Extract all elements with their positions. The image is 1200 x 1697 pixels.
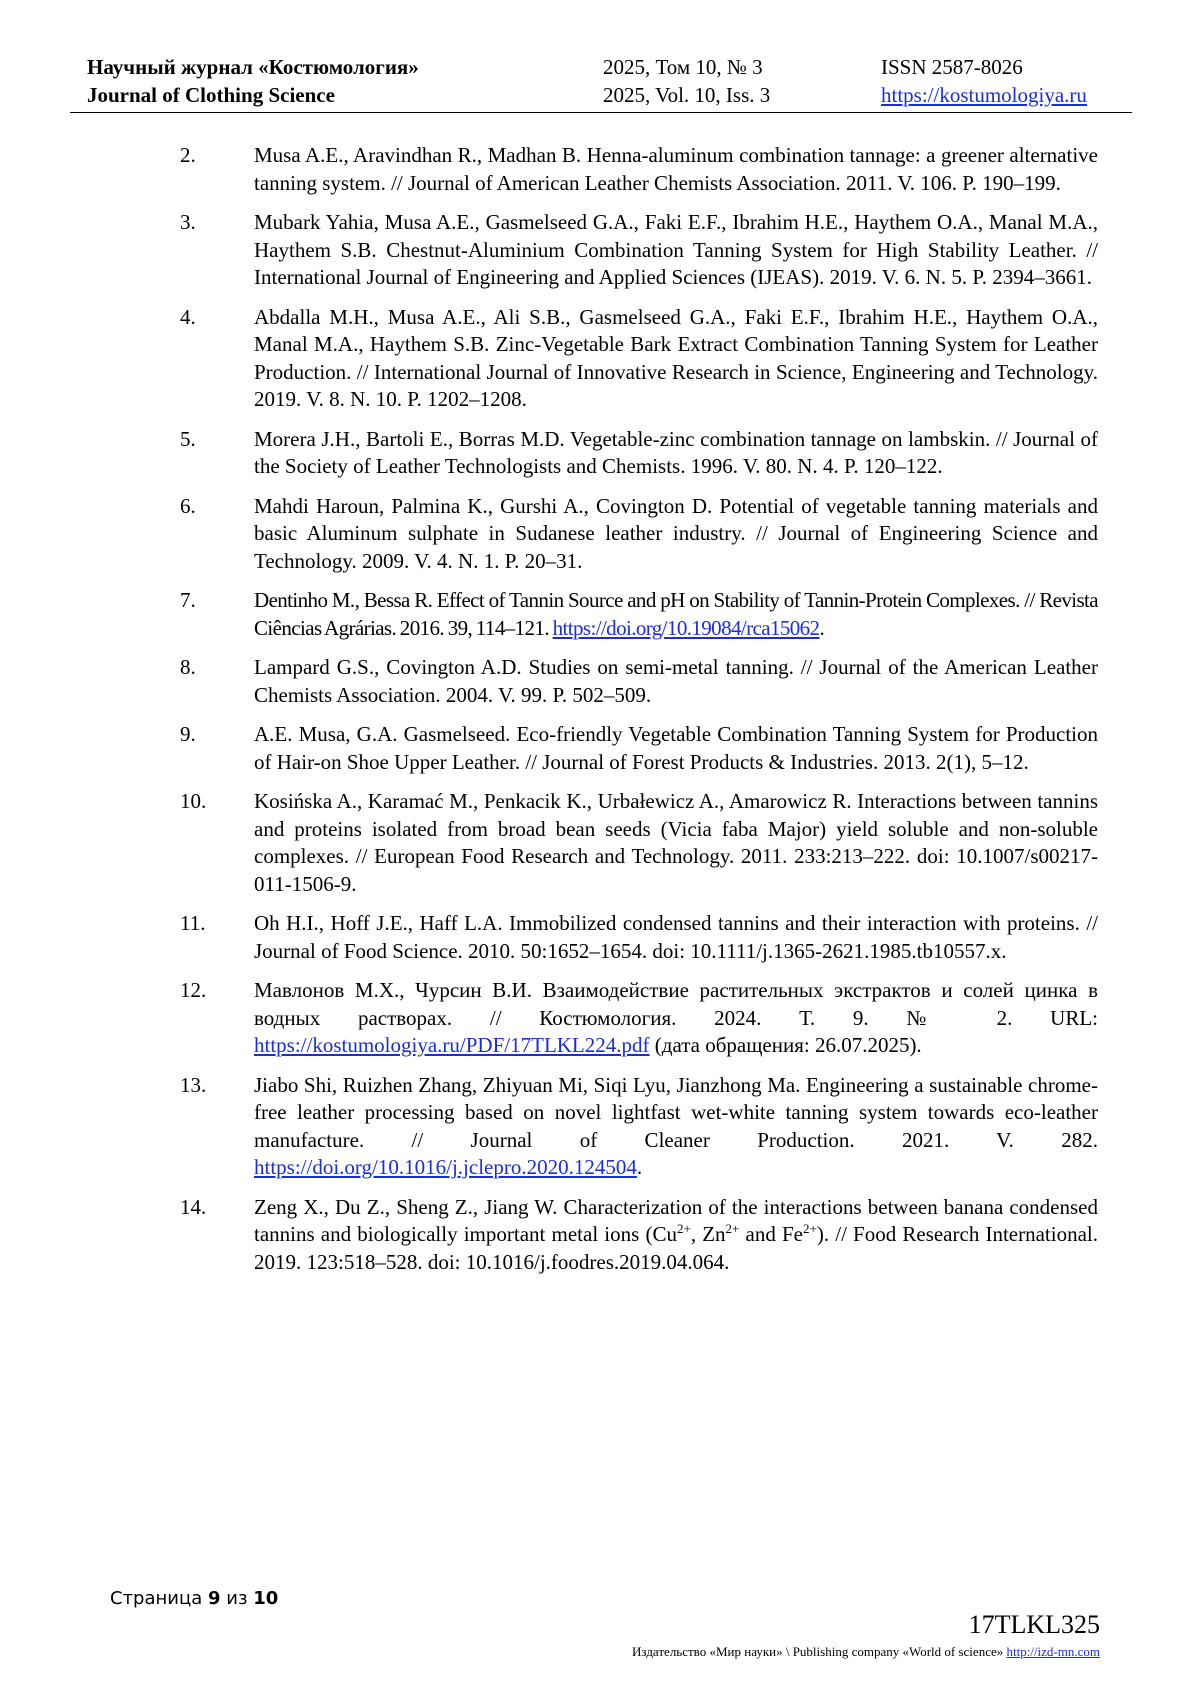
reference-text: Zeng X., Du Z., Sheng Z., Jiang W. Characterization of the interactions between banana condensed tannins and biologically important metal ions ($Cu^{2+}$, $Zn^{2+}$ and $Fe^{2+}$). // Food Research International. 2019. 123:518–528. doi: 10.1016/j.foodres.2019.04.064. — [254, 1194, 1098, 1274]
page-header — [87, 53, 1132, 115]
reference-item — [180, 977, 1098, 1060]
issue-en: 2025, Vol. 10, Iss. 3 — [603, 83, 771, 107]
reference-text: Kosińska A., Karamać M., Penkacik K., Urbałewicz A., Amarowicz R. Interactions between tannins and proteins isolated from broad bean seeds (Vicia faba Major) yield soluble and non-soluble complexes. // European Food Research and Technology. 2011. 233:213–222. doi: 10.1007/s00217-011-1506-9. — [254, 789, 1098, 896]
reference-text: Lampard G.S., Covington A.D. Studies on semi-metal tanning. // Journal of the American Leather Chemists Association. 2004. V. 99. P. 502–509. — [254, 655, 1098, 707]
journal-title-en: Journal of Clothing Science — [87, 83, 335, 107]
reference-text: Mubark Yahia, Musa A.E., Gasmelseed G.A., Faki E.F., Ibrahim H.E., Haythem O.A., Manal M.A., Haythem S.B. Chestnut-Aluminium Combination Tanning System for High Stability Leather. // International Journal of Engineering and Applied Sciences (IJEAS). 2019. V. 6. N. 5. P. 2394–3661. — [254, 210, 1098, 289]
reference-item — [180, 1194, 1098, 1277]
reference-item — [180, 788, 1098, 898]
reference-text: Oh H.I., Hoff J.E., Haff L.A. Immobilized condensed tannins and their interaction with proteins. // Journal of Food Science. 2010. 50:1652–1654. doi: 10.1111/j.1365-2621.1985.tb10557.x. — [254, 911, 1098, 963]
page-counter: Страница 9 из 10 — [110, 1588, 279, 1609]
reference-text: A.E. Musa, G.A. Gasmelseed. Eco-friendly Vegetable Combination Tanning System for Production of Hair-on Shoe Upper Leather. // Journal of Forest Products & Industries. 2013. 2(1), 5–12. — [254, 722, 1098, 774]
reference-number: 8. — [180, 655, 196, 679]
reference-number: 13. — [180, 1072, 207, 1097]
reference-text: Morera J.H., Bartoli E., Borras M.D. Vegetable-zinc combination tannage on lambskin. // Journal of the Society of Leather Technologists and Chemists. 1996. V. 80. N. 4. P. 120–122. — [254, 426, 1098, 478]
reference-text: Abdalla M.H., Musa A.E., Ali S.B., Gasmelseed G.A., Faki E.F., Ibrahim H.E., Haythem O.A., Manal M.A., Haythem S.B. Zinc-Vegetable Bark Extract Combination Tanning System for Leather Production. // International Journal of Innovative Research in Science, Engineering and Technology. 2019. V. 8. N. 10. P. 1202–1208. — [254, 304, 1098, 411]
reference-number: 12. — [180, 978, 207, 1002]
reference-text: Мавлонов М.Х., Чурсин В.И. Взаимодействие растительных экстрактов и солей цинка в водных растворах. // Костюмология. 2024. Т. 9. № 2. URL: https://kostumologiya.ru/PDF/17TLKL224.pdf (дата обращения: 26.07.2025). — [254, 978, 1098, 1057]
reference-item — [180, 426, 1098, 481]
reference-number: 9. — [180, 722, 196, 746]
reference-number: 4. — [180, 304, 196, 329]
publisher-link[interactable]: http://izd-mn.com — [1006, 1644, 1100, 1659]
reference-text: Jiabo Shi, Ruizhen Zhang, Zhiyuan Mi, Siqi Lyu, Jianzhong Ma. Engineering a sustainable chrome-free leather processing based on novel lightfast wet-white tanning system towards eco-leather manufacture. // Journal of Cleaner Production. 2021. V. 282. https://doi.org/10.1016/j.jclepro.2020.124504. — [254, 1072, 1098, 1179]
article-code: 17TLKL325 — [968, 1610, 1100, 1639]
reference-item — [180, 142, 1098, 197]
reference-number: 11. — [180, 911, 206, 935]
reference-doi-link[interactable]: https://doi.org/10.19084/rca15062 — [552, 615, 820, 640]
reference-text: Mahdi Haroun, Palmina K., Gurshi A., Covington D. Potential of vegetable tanning materials and basic Aluminum sulphate in Sudanese leather industry. // Journal of Engineering Science and Technology. 2009. V. 4. N. 1. P. 20–31. — [254, 493, 1098, 573]
reference-text: Dentinho M., Bessa R. Effect of Tannin Source and pH on Stability of Tannin-Protein Complexes. // Revista Ciências Agrárias. 2016. 39, 114–121. https://doi.org/10.19084/rca15062. — [254, 588, 1098, 640]
journal-title-ru: Научный журнал «Костюмология» — [87, 55, 419, 79]
reference-number: 14. — [180, 1194, 207, 1219]
issue-ru: 2025, Том 10, № 3 — [603, 55, 763, 79]
reference-item — [180, 587, 1098, 642]
journal-title-block — [87, 53, 419, 109]
reference-list — [180, 142, 1098, 1288]
reference-item — [180, 1072, 1098, 1182]
reference-item — [180, 910, 1098, 965]
header-divider — [70, 112, 1132, 113]
reference-number: 6. — [180, 493, 196, 518]
journal-site-link[interactable]: https://kostumologiya.ru — [881, 83, 1087, 107]
issue-block — [603, 53, 770, 109]
issn-block — [881, 53, 1087, 109]
reference-item — [180, 209, 1098, 292]
reference-number: 5. — [180, 426, 196, 451]
reference-number: 7. — [180, 588, 196, 612]
reference-item — [180, 721, 1098, 776]
reference-item — [180, 304, 1098, 414]
reference-item — [180, 493, 1098, 576]
reference-number: 10. — [180, 789, 207, 813]
reference-text: Musa A.E., Aravindhan R., Madhan B. Henna-aluminum combination tannage: a greener alternative tanning system. // Journal of American Leather Chemists Association. 2011. V. 106. P. 190–199. — [254, 143, 1098, 195]
issn: ISSN 2587-8026 — [881, 55, 1023, 79]
reference-number: 3. — [180, 210, 196, 234]
reference-url-link[interactable]: https://kostumologiya.ru/PDF/17TLKL224.pdf — [254, 1033, 650, 1057]
reference-item — [180, 654, 1098, 709]
reference-doi-link[interactable]: https://doi.org/10.1016/j.jclepro.2020.124504 — [254, 1155, 637, 1179]
publisher-line: Издательство «Мир науки» \ Publishing company «World of science» http://izd-mn.com — [632, 1644, 1100, 1659]
reference-number: 2. — [180, 143, 196, 167]
